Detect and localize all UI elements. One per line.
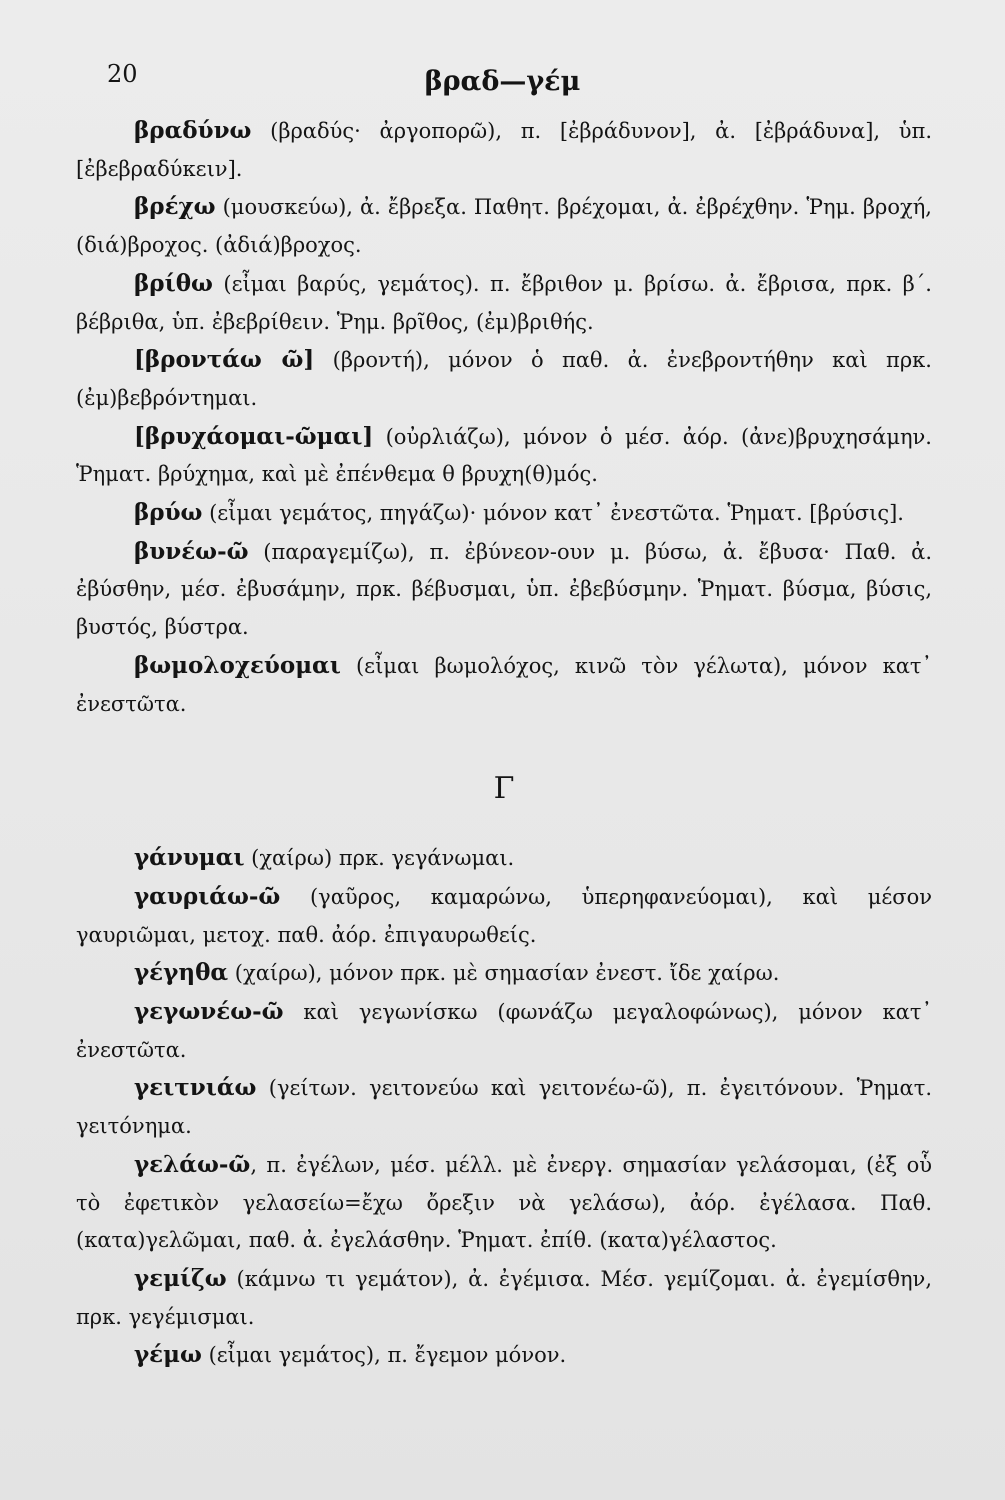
entries-column	[76, 112, 932, 1375]
entry-body: (γείτων. γειτονεύω καὶ γειτονέω-ῶ), π. ἐγειτόνουν. Ῥηματ. γειτόνημα.	[76, 1076, 932, 1139]
entry-headword: βωμολοχεύομαι	[134, 651, 341, 679]
dictionary-entry	[76, 1260, 932, 1336]
dictionary-entry	[76, 878, 932, 954]
entry-headword: [βροντάω ῶ]	[134, 346, 315, 374]
dictionary-entry	[76, 494, 932, 533]
entry-headword: [βρυχάομαι-ῶμαι]	[134, 422, 374, 450]
entry-headword: βραδύνω	[134, 117, 252, 144]
entry-body: (παραγεμίζω), π. ἐβύνεον-ουν μ. βύσω, ἀ. ἔβυσα· Παθ. ἀ. ἐβύσθην, μέσ. ἐβυσάμην, πρκ. βέβυσμαι, ὑπ. ἐβεβύσμην. Ῥηματ. βύσμα, βύσις, βυστός, βύστρα.	[76, 539, 932, 640]
entry-headword: βρίθω	[134, 269, 213, 297]
running-head: βραδ—γέμ	[424, 66, 581, 97]
section-letter-heading: Γ	[493, 771, 515, 807]
entry-body: (εἶμαι γεμάτος), π. ἔγεμον μόνον.	[201, 1343, 567, 1368]
dictionary-entry	[76, 188, 932, 264]
dictionary-entry	[76, 647, 932, 723]
entry-headword: γαυριάω-ῶ	[134, 882, 281, 910]
entry-body: (βραδύς· ἀργοπορῶ), π. [ἐβράδυνον], ἀ. [ἐβράδυνα], ὑπ. [ἐβεβραδύκειν].	[76, 119, 932, 181]
entry-headword: γεγωνέω-ῶ	[134, 998, 284, 1026]
dictionary-entry	[76, 993, 932, 1069]
dictionary-entry	[76, 1336, 932, 1375]
dictionary-entry	[76, 839, 932, 878]
entry-body: (εἶμαι βαρύς, γεμάτος). π. ἔβριθον μ. βρίσω. ἀ. ἔβρισα, πρκ. β΄. βέβριθα, ὑπ. ἐβεβρίθειν. Ῥημ. βρῖθος, (ἐμ)βριθής.	[76, 271, 932, 334]
dictionary-entry	[76, 533, 932, 647]
entry-body: καὶ γεγωνίσκω (φωνάζω μεγαλοφώνως), μόνον κατ᾽ ἐνεστῶτα.	[76, 1000, 932, 1062]
entry-body: (μουσκεύω), ἀ. ἔβρεξα. Παθητ. βρέχομαι, ἀ. ἐβρέχθην. Ῥημ. βροχή, (διά)βροχος. (ἀδιά)βροχος.	[76, 195, 932, 258]
entry-body: (βροντή), μόνον ὁ παθ. ἀ. ἐνεβροντήθην καὶ πρκ. (ἐμ)βεβρόντημαι.	[76, 348, 932, 410]
entry-body: (εἶμαι βωμολόχος, κινῶ τὸν γέλωτα), μόνον κατ᾽ ἐνεστῶτα.	[76, 653, 932, 716]
entry-body: (χαίρω) πρκ. γεγάνωμαι.	[244, 846, 515, 871]
entry-body: (γαῦρος, καμαρώνω, ὑπερηφανεύομαι), καὶ μέσον γαυριῶμαι, μετοχ. παθ. ἀόρ. ἐπιγαυρωθείς.	[76, 884, 932, 947]
entry-headword: βρέχω	[134, 193, 216, 221]
page-number: 20	[107, 60, 138, 88]
dictionary-entry	[76, 1069, 932, 1145]
dictionary-entry	[76, 1146, 932, 1260]
entry-body: (κάμνω τι γεμάτον), ἀ. ἐγέμισα. Μέσ. γεμίζομαι. ἀ. ἐγεμίσθην, πρκ. γεγέμισμαι.	[76, 1266, 932, 1329]
entry-headword: γελάω-ῶ	[134, 1150, 251, 1178]
entry-headword: γεμίζω	[134, 1264, 227, 1292]
entry-headword: βυνέω-ῶ	[134, 537, 249, 565]
entry-headword: γέμω	[134, 1341, 202, 1369]
dictionary-entry	[76, 418, 932, 494]
entry-body: (οὐρλιάζω), μόνον ὁ μέσ. ἀόρ. (ἀνε)βρυχησάμην. Ῥηματ. βρύχημα, καὶ μὲ ἐπένθεμα θ βρυχη(θ)μός.	[76, 424, 932, 487]
dictionary-entry	[76, 112, 932, 188]
entry-headword: βρύω	[134, 499, 203, 527]
dictionary-entry	[76, 265, 932, 341]
dictionary-entry	[76, 341, 932, 417]
entry-body: (χαίρω), μόνον πρκ. μὲ σημασίαν ἐνεστ. ἴδε χαίρω.	[228, 961, 780, 986]
entry-headword: γέγηθα	[134, 959, 229, 987]
entry-body: , π. ἐγέλων, μέσ. μέλλ. μὲ ἐνεργ. σημασίαν γελάσομαι, (ἐξ οὗ τὸ ἐφετικὸν γελασείω=ἔχω ὄρεξιν νὰ γελάσω), ἀόρ. ἐγέλασα. Παθ. (κατα)γελῶμαι, παθ. ἀ. ἐγελάσθην. Ῥηματ. ἐπίθ. (κατα)γέλαστος.	[76, 1152, 932, 1253]
entry-body: (εἶμαι γεμάτος, πηγάζω)· μόνον κατ᾽ ἐνεστῶτα. Ῥηματ. [βρύσις].	[202, 501, 904, 526]
entry-headword: γάνυμαι	[134, 844, 245, 872]
entry-headword: γειτνιάω	[134, 1074, 257, 1102]
dictionary-entry	[76, 954, 932, 993]
